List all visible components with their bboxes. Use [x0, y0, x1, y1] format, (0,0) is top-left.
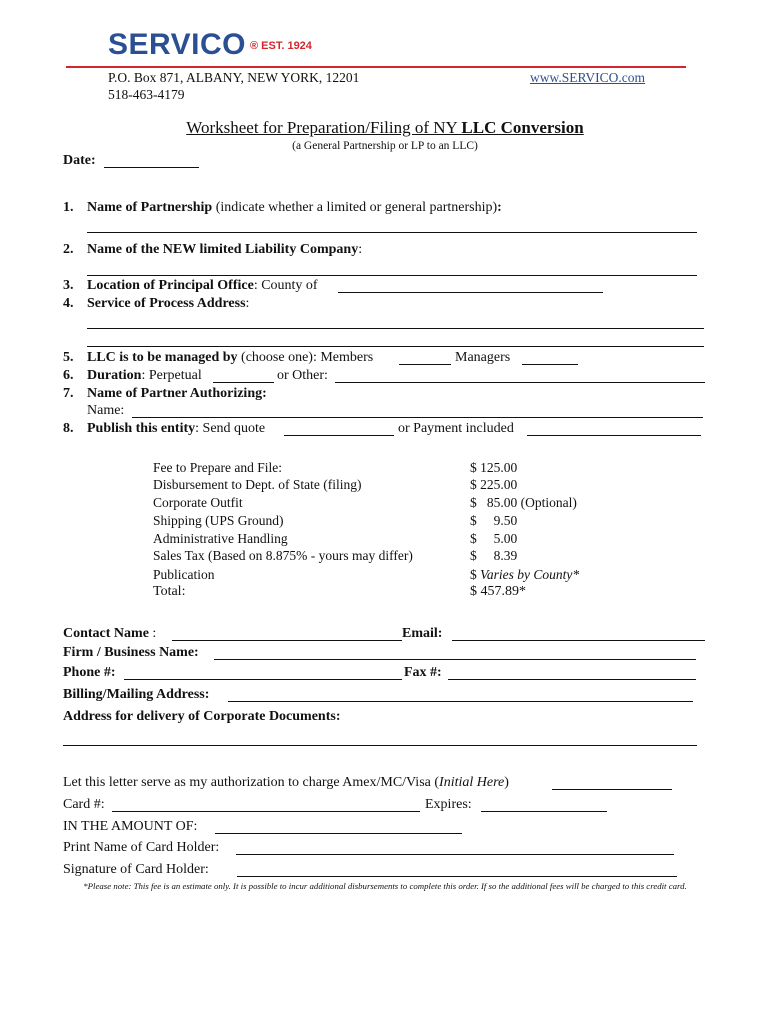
partner-name-field[interactable] [132, 417, 703, 418]
contact-name-field[interactable] [172, 640, 402, 641]
payment-included-label: or Payment included [398, 421, 514, 436]
total-amount: $ 457.89* [470, 584, 526, 599]
members-field[interactable] [399, 364, 451, 365]
firm-field[interactable] [214, 659, 696, 660]
billing-label: Billing/Mailing Address: [63, 687, 210, 702]
fee-label: Administrative Handling [153, 531, 288, 546]
card-label: Card #: [63, 797, 105, 812]
llc-name-field[interactable] [87, 275, 697, 276]
date-field[interactable] [104, 167, 199, 168]
page-title [0, 118, 770, 138]
phone-label: Phone #: [63, 665, 116, 680]
fax-label: Fax #: [404, 665, 442, 680]
item-2: 2. Name of the NEW limited Liability Company: [63, 242, 363, 257]
item-8: 8. Publish this entity: Send quote [63, 421, 266, 436]
brand-logo: SERVICO [108, 28, 246, 61]
phone-field[interactable] [124, 679, 402, 680]
title-text: Worksheet for Preparation/Filing of NY [186, 118, 462, 137]
fee-amount: $ 8.39 [470, 548, 518, 563]
item-3: 3. Location of Principal Office: County of [63, 278, 318, 293]
company-address: P.O. Box 871, ALBANY, NEW YORK, 12201 [108, 70, 360, 85]
email-label: Email: [402, 626, 443, 641]
item-1: 1. Name of Partnership (indicate whether a limited or general partnership): [63, 200, 502, 215]
delivery-label: Address for delivery of Corporate Documents: [63, 709, 341, 724]
fee-amount: $ 9.50 [470, 513, 518, 528]
fee-label: Fee to Prepare and File: [153, 460, 282, 475]
print-name-label: Print Name of Card Holder: [63, 840, 220, 855]
process-address-field-2[interactable] [87, 346, 704, 347]
send-quote-field[interactable] [284, 435, 394, 436]
fax-field[interactable] [448, 679, 696, 680]
email-field[interactable] [452, 640, 705, 641]
managers-label: Managers [455, 350, 511, 365]
website-link[interactable]: www.SERVICO.com [530, 70, 646, 85]
contact-name-label: Contact Name : [63, 626, 157, 641]
initial-field[interactable] [552, 789, 672, 790]
title-bold: LLC Conversion [461, 118, 584, 137]
authorization-text: Let this letter serve as my authorization to charge Amex/MC/Visa (Initial Here) [63, 775, 509, 790]
managers-field[interactable] [522, 364, 578, 365]
fee-amount: $ 85.00 (Optional) [470, 495, 577, 510]
fee-amount: $ 5.00 [470, 531, 518, 546]
signature-field[interactable] [237, 876, 677, 877]
item-6: 6. Duration: Perpetual [63, 368, 202, 383]
fee-label: Publication [153, 567, 215, 582]
header-divider [66, 66, 686, 68]
other-label: or Other: [277, 368, 328, 383]
print-name-field[interactable] [236, 854, 674, 855]
page-subtitle: (a General Partnership or LP to an LLC) [292, 140, 478, 152]
signature-label: Signature of Card Holder: [63, 862, 209, 877]
expires-label: Expires: [425, 797, 472, 812]
fee-amount: $ 225.00 [470, 477, 518, 492]
est-mark: ® EST. 1924 [250, 40, 312, 52]
delivery-field[interactable] [63, 745, 697, 746]
card-number-field[interactable] [112, 811, 420, 812]
duration-other-field[interactable] [335, 382, 705, 383]
firm-label: Firm / Business Name: [63, 645, 199, 660]
process-address-field-1[interactable] [87, 328, 704, 329]
company-phone: 518-463-4179 [108, 87, 185, 102]
item-4: 4. Service of Process Address: [63, 296, 250, 311]
fee-label: Disbursement to Dept. of State (filing) [153, 477, 362, 492]
payment-included-field[interactable] [527, 435, 701, 436]
billing-field[interactable] [228, 701, 693, 702]
fee-amount: $ Varies by County* [470, 567, 580, 582]
county-field[interactable] [338, 292, 603, 293]
perpetual-field[interactable] [213, 382, 274, 383]
fee-label: Shipping (UPS Ground) [153, 513, 284, 528]
item-5: 5. LLC is to be managed by (choose one): Members [63, 350, 374, 365]
fee-disclaimer: *Please note: This fee is an estimate only. It is possible to incur additional disbursements to complete this order. If so the additional fees will be charged to this credit card. [83, 881, 687, 891]
amount-label: IN THE AMOUNT OF: [63, 819, 198, 834]
expires-field[interactable] [481, 811, 607, 812]
fee-amount: $ 125.00 [470, 460, 518, 475]
date-label: Date: [63, 153, 96, 168]
fee-label: Corporate Outfit [153, 495, 243, 510]
item-7: 7. Name of Partner Authorizing: [63, 386, 267, 401]
partner-name-label: Name: [87, 403, 125, 418]
amount-field[interactable] [215, 833, 462, 834]
partnership-name-field[interactable] [87, 232, 697, 233]
total-label: Total: [153, 584, 186, 599]
fee-label: Sales Tax (Based on 8.875% - yours may differ) [153, 548, 413, 563]
